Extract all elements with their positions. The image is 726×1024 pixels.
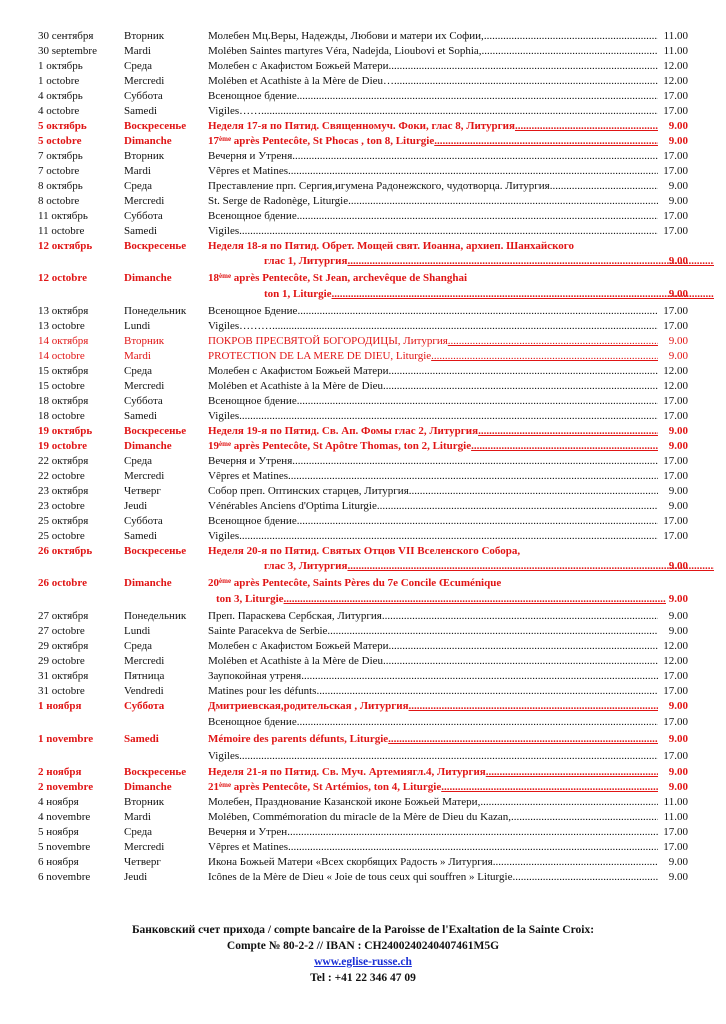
row-time: 12.00 [663,380,688,392]
row-date: 2 novembre [38,781,94,793]
row-description: Неделя 19-я по Пятид. Св. Ап. Фомы глас 2, Литургия ..... [208,425,658,438]
schedule-row [0,766,726,780]
row-weekday: Среда [124,640,153,652]
row-date: 23 octobre [38,500,85,512]
schedule-row [0,500,726,514]
row-description: Заупокойная утреня ..... [208,670,658,683]
row-time: 12.00 [663,365,688,377]
row-time: 12.00 [663,640,688,652]
row-time: 9.00 [668,120,688,132]
row-date: 23 октября [38,485,89,497]
schedule-row [0,225,726,239]
row-time: 17.00 [663,210,688,222]
row-time: 9.00 [668,195,688,207]
row-weekday: Dimanche [124,272,172,284]
row-weekday: Воскресенье [124,425,187,437]
row-time: 9.00 [668,425,688,437]
schedule-row [0,781,726,795]
schedule-row [0,545,726,559]
schedule-row [0,655,726,669]
row-date: 15 октября [38,365,89,377]
schedule-row [0,796,726,810]
row-description: Неделя 21-я по Пятид. Св. Муч. Артемиягл.4, Литургия ..... [208,766,658,779]
row-description: Неделя 18-я по Пятид. Обрет. Мощей свят. Иоанна, архиеп. Шанхайского [208,240,575,252]
row-description: Vigiles…… ..... [208,105,658,118]
row-weekday: Mercredi [124,655,165,667]
row-time: 9.00 [668,500,688,512]
row-description: Vêpres et Matines ..... [208,841,658,854]
schedule-row [0,811,726,825]
row-weekday: Mercredi [124,470,165,482]
row-date: 5 ноября [38,826,79,838]
row-date: 22 octobre [38,470,85,482]
schedule-row [0,240,726,254]
row-description: Преп. Параскева Сербская, Литургия ..... [208,610,658,623]
schedule-row [0,380,726,394]
row-weekday: Вторник [124,335,165,347]
row-description: Вечерня и Утреня ..... [208,150,658,163]
schedule-row [0,195,726,209]
row-description: Vigiles ..... [208,410,658,423]
footer [0,922,726,986]
row-time: 17.00 [663,716,688,728]
ordinal-suffix: ème [219,781,232,789]
row-description: Молебен Мц.Веры, Надежды, Любови и матери их Софии, ..... [208,30,658,43]
row-description: Vigiles……… ..... [208,320,658,333]
row-description: Всенощное бдение ..... [208,395,658,408]
row-description: 20ème après Pentecôte, Saints Pères du 7e Concile Œcuménique [208,577,502,589]
row-date: 18 октября [38,395,89,407]
row-weekday: Samedi [124,530,157,542]
row-description: Icônes de la Mère de Dieu « Joie de tous ceux qui souffren » Liturgie ..... [208,871,658,884]
row-time: 17.00 [663,225,688,237]
row-date: 6 novembre [38,871,91,883]
schedule-row [0,640,726,654]
row-weekday: Пятница [124,670,165,682]
bank-account-label: Банковский счет прихода / compte bancaire de la Paroisse de l'Exaltation de la Sainte Croix: [131,924,595,936]
row-description: 19ème après Pentecôte, St Apôtre Thomas, ton 2, Liturgie ..... [208,440,658,453]
row-description: Молебен с Акафистом Божьей Матери ..... [208,640,658,653]
row-weekday: Суббота [124,90,163,102]
row-date: 11 октябрь [38,210,88,222]
row-date: 4 novembre [38,811,91,823]
row-description: Molében Saintes martyres Véra, Nadejda, Lioubovi et Sophia, ..... [208,45,658,58]
schedule-row [0,105,726,119]
row-weekday: Samedi [124,225,157,237]
row-time: 17.00 [663,105,688,117]
row-weekday: Воскресенье [124,545,187,557]
row-weekday: Mardi [124,165,151,177]
row-time: 17.00 [663,150,688,162]
row-weekday: Samedi [124,410,157,422]
row-date: 1 октябрь [38,60,83,72]
row-date: 30 septembre [38,45,97,57]
row-weekday: Среда [124,455,153,467]
row-time: 9.00 [668,180,688,192]
row-date: 27 октября [38,610,89,622]
row-date: 13 октября [38,305,89,317]
row-date: 12 octobre [38,272,87,284]
row-description: St. Serge de Radonège, Liturgie ..... [208,195,658,208]
row-date: 13 octobre [38,320,85,332]
row-weekday: Dimanche [124,577,172,589]
schedule-row [0,700,726,714]
row-description: Вечерня и Утрен ..... [208,826,658,839]
schedule-row [0,120,726,134]
row-date: 27 octobre [38,625,85,637]
ordinal-suffix: ème [219,440,232,448]
schedule-row [0,610,726,624]
schedule-row [0,335,726,349]
row-description: Молебен, Празднование Казанской иконе Божьей Матери, ..... [208,796,658,809]
ordinal-suffix: ème [219,577,232,585]
row-date: 12 октябрь [38,240,93,252]
schedule-row [0,150,726,164]
row-weekday: Mercredi [124,841,165,853]
row-description: Matines pour les défunts ..... [208,685,658,698]
schedule-row [0,320,726,334]
schedule-row [0,90,726,104]
row-time: 17.00 [663,455,688,467]
schedule-row [0,180,726,194]
row-description: Преставление прп. Сергия,игумена Радонежского, чудотворца. Литургия ..... [208,180,658,193]
row-time: 9.00 [668,593,688,605]
row-date: 19 октябрь [38,425,93,437]
row-date: 1 ноября [38,700,82,712]
schedule-row [0,470,726,484]
row-description: Всенощное бдение ..... [208,90,658,103]
row-description: ton 1, Liturgie ..... [264,288,714,301]
row-date: 14 октября [38,335,89,347]
schedule-row [0,440,726,454]
row-description: Vigiles ..... [208,750,658,763]
schedule-row [0,530,726,544]
row-weekday: Vendredi [124,685,164,697]
row-description: PROTECTION DE LA MERE DE DIEU, Liturgie ..... [208,350,658,363]
row-description: Molében et Acathiste à la Mère de Dieu ..... [208,655,658,668]
row-weekday: Вторник [124,150,165,162]
row-description: ton 3, Liturgie ..... [216,593,666,606]
schedule-row [0,365,726,379]
row-time: 17.00 [663,826,688,838]
row-time: 9.00 [668,856,688,868]
row-description: Vigiles ..... [208,225,658,238]
row-date: 1 octobre [38,75,80,87]
schedule-row [0,165,726,179]
row-weekday: Суббота [124,515,163,527]
row-time: 9.00 [668,610,688,622]
row-time: 17.00 [663,515,688,527]
row-time: 17.00 [663,395,688,407]
row-weekday: Вторник [124,796,165,808]
row-weekday: Mardi [124,811,151,823]
row-weekday: Суббота [124,210,163,222]
row-description: Molében et Acathiste à la Mère de Dieu… ..... [208,75,658,88]
row-date: 6 ноября [38,856,79,868]
row-time: 9.00 [668,350,688,362]
schedule-row [0,750,726,764]
schedule-row [0,871,726,885]
schedule-row [0,577,726,591]
row-weekday: Среда [124,826,153,838]
row-weekday: Четверг [124,485,161,497]
row-time: 12.00 [663,655,688,667]
row-weekday: Среда [124,60,153,72]
row-weekday: Dimanche [124,135,172,147]
row-time: 9.00 [668,871,688,883]
schedule-row [0,560,726,574]
row-time: 9.00 [668,485,688,497]
row-description: 18ème après Pentecôte, St Jean, archevêque de Shanghai [208,272,468,284]
row-date: 8 октябрь [38,180,83,192]
row-time: 12.00 [663,60,688,72]
row-date: 7 octobre [38,165,80,177]
row-date: 5 octobre [38,135,82,147]
schedule-row [0,485,726,499]
row-time: 11.00 [663,796,688,808]
row-date: 5 октябрь [38,120,87,132]
row-description: Mémoire des parents défunts, Liturgie ..... [208,733,658,746]
row-weekday: Lundi [124,625,151,637]
schedule-row [0,395,726,409]
row-weekday: Понедельник [124,305,187,317]
row-description: ПОКРОВ ПРЕСВЯТОЙ БОГОРОДИЦЫ, Литургия ..... [208,335,658,348]
schedule-row [0,733,726,747]
row-weekday: Суббота [124,395,163,407]
row-time: 9.00 [668,440,688,452]
row-weekday: Четверг [124,856,161,868]
row-description: 21ème après Pentecôte, St Artémios, ton 4, Liturgie ..... [208,781,658,794]
row-date: 26 octobre [38,577,87,589]
schedule-row [0,716,726,730]
row-date: 1 novembre [38,733,94,745]
row-weekday: Понедельник [124,610,187,622]
row-date: 22 октября [38,455,89,467]
row-weekday: Воскресенье [124,766,187,778]
schedule-row [0,272,726,286]
row-weekday: Воскресенье [124,240,187,252]
row-weekday: Среда [124,365,153,377]
row-date: 29 октября [38,640,89,652]
schedule-row [0,685,726,699]
row-weekday: Jeudi [124,500,148,512]
row-date: 18 octobre [38,410,85,422]
row-description: Всенощное бдение ..... [208,716,658,729]
schedule-row [0,305,726,319]
row-weekday: Среда [124,180,153,192]
row-time: 11.00 [663,811,688,823]
row-date: 5 novembre [38,841,91,853]
row-date: 4 октябрь [38,90,83,102]
schedule-row [0,30,726,44]
phone-number: Tel : +41 22 346 47 09 [310,972,416,984]
row-weekday: Mardi [124,45,151,57]
row-date: 25 октября [38,515,89,527]
row-description: 17ème après Pentecôte, St Phocas , ton 8, Liturgie ..... [208,135,658,148]
row-date: 14 octobre [38,350,85,362]
row-time: 9.00 [668,335,688,347]
row-description: Vénérables Anciens d'Optima Liturgie ..... [208,500,658,513]
row-date: 4 ноября [38,796,79,808]
schedule-row [0,425,726,439]
row-time: 9.00 [668,700,688,712]
row-date: 30 сентября [38,30,94,42]
row-weekday: Samedi [124,733,159,745]
row-description: Молебен с Акафистом Божьей Матери ..... [208,60,658,73]
row-description: Неделя 17-я по Пятид. Священномуч. Фоки, глас 8, Литургия ..... [208,120,658,133]
row-date: 4 octobre [38,105,80,117]
schedule-row [0,75,726,89]
website-link[interactable]: www.eglise-russe.ch [314,956,412,968]
row-date: 2 ноября [38,766,82,778]
row-description: Всенощное бдение ..... [208,210,658,223]
row-weekday: Суббота [124,700,165,712]
iban-line: Compte № 80-2-2 // IBAN : CH2400240240407461M5G [226,940,500,952]
row-time: 9.00 [668,733,688,745]
row-time: 17.00 [663,410,688,422]
row-description: глас 3, Литургия ..... [264,560,714,573]
schedule-row [0,670,726,684]
schedule-row [0,515,726,529]
row-time: 9.00 [668,288,688,300]
row-time: 17.00 [663,670,688,682]
row-weekday: Mercredi [124,195,165,207]
ordinal-suffix: ème [219,272,232,280]
row-description: Дмитриевская,родительская , Литургия ..... [208,700,658,713]
row-date: 19 octobre [38,440,87,452]
row-date: 15 octobre [38,380,85,392]
row-weekday: Samedi [124,105,157,117]
schedule-row [0,255,726,269]
row-time: 11.00 [663,45,688,57]
row-weekday: Mercredi [124,75,165,87]
row-time: 17.00 [663,685,688,697]
schedule-row [0,135,726,149]
row-date: 29 octobre [38,655,85,667]
row-time: 9.00 [668,625,688,637]
row-description: Всенощное бдение ..... [208,515,658,528]
row-date: 31 октября [38,670,89,682]
schedule-row [0,45,726,59]
row-description: Молебен с Акафистом Божьей Матери ..... [208,365,658,378]
row-time: 12.00 [663,75,688,87]
row-time: 9.00 [668,766,688,778]
row-date: 31 octobre [38,685,85,697]
row-description: Всенощное Бдение ..... [208,305,658,318]
row-weekday: Mardi [124,350,151,362]
row-weekday: Lundi [124,320,151,332]
schedule-row [0,856,726,870]
row-date: 26 октябрь [38,545,93,557]
row-weekday: Dimanche [124,781,172,793]
row-date: 25 octobre [38,530,85,542]
row-description: Vigiles ..... [208,530,658,543]
row-time: 17.00 [663,305,688,317]
row-description: Sainte Paracekva de Serbie ..... [208,625,658,638]
row-date: 11 octobre [38,225,85,237]
row-time: 17.00 [663,841,688,853]
row-description: Vêpres et Matines ..... [208,470,658,483]
row-time: 17.00 [663,470,688,482]
schedule-row [0,841,726,855]
row-time: 17.00 [663,320,688,332]
schedule-row [0,350,726,364]
row-weekday: Jeudi [124,871,148,883]
row-time: 17.00 [663,90,688,102]
ordinal-suffix: ème [219,135,232,143]
row-time: 9.00 [668,781,688,793]
schedule-row [0,410,726,424]
row-description: Vêpres et Matines ..... [208,165,658,178]
row-description: Вечерня и Утреня ..... [208,455,658,468]
row-time: 9.00 [668,560,688,572]
schedule-row [0,210,726,224]
row-time: 17.00 [663,750,688,762]
row-description: Molében et Acathiste à la Mère de Dieu ..... [208,380,658,393]
row-weekday: Вторник [124,30,165,42]
row-time: 9.00 [668,135,688,147]
row-description: Molében, Commémoration du miracle de la Mère de Dieu du Kazan, ..... [208,811,658,824]
row-description: Икона Божьей Матери «Всех скорбящих Радость » Литургия ..... [208,856,658,869]
row-date: 7 октябрь [38,150,83,162]
row-date: 8 octobre [38,195,80,207]
schedule-row [0,593,726,607]
row-weekday: Mercredi [124,380,165,392]
row-weekday: Dimanche [124,440,172,452]
row-description: Собор преп. Оптинских старцев, Литургия ..... [208,485,658,498]
row-time: 9.00 [668,255,688,267]
row-time: 11.00 [663,30,688,42]
schedule-row [0,455,726,469]
schedule-row [0,625,726,639]
schedule-row [0,60,726,74]
row-description: Неделя 20-я по Пятид. Святых Отцов VII Вселенского Собора, [208,545,521,557]
schedule-row [0,288,726,302]
row-time: 17.00 [663,530,688,542]
row-time: 17.00 [663,165,688,177]
schedule-row [0,826,726,840]
row-weekday: Воскресенье [124,120,187,132]
row-description: глас 1, Литургия ..... [264,255,714,268]
